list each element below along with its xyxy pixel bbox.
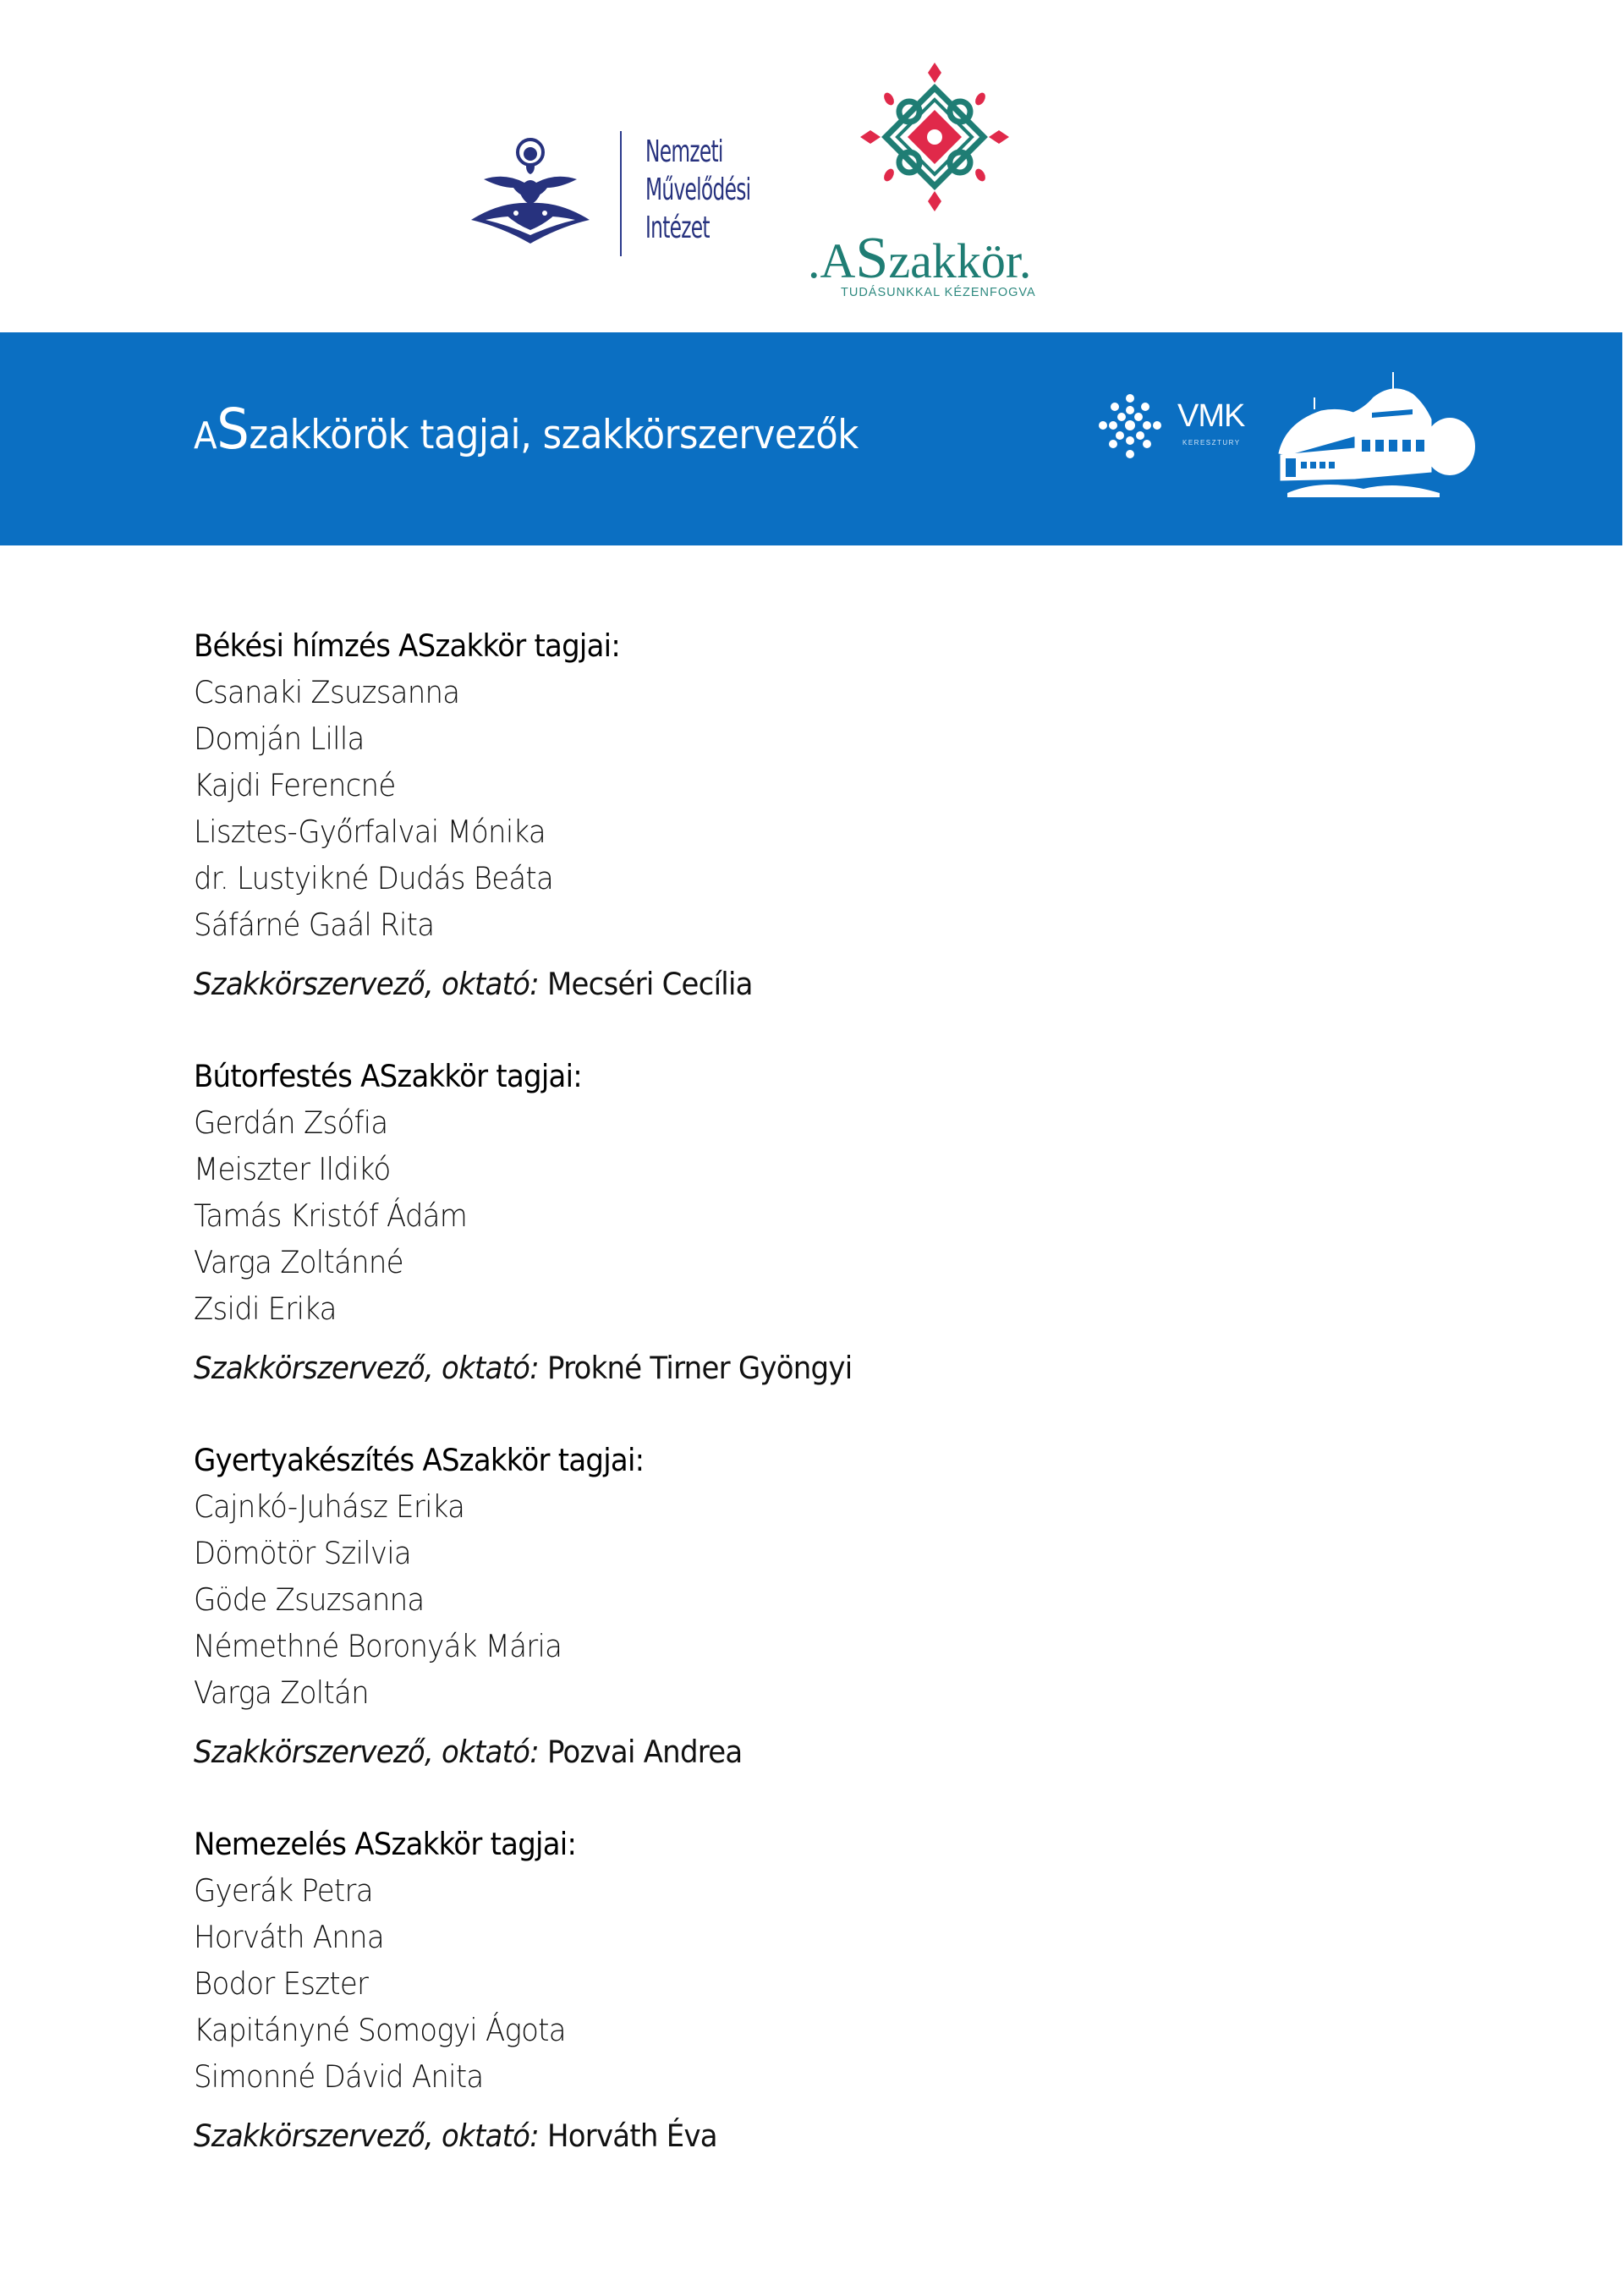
member-name: Zsidi Erika	[194, 1290, 337, 1327]
section-nemezeles	[194, 1821, 1462, 2159]
member-name: Cajnkó-Juhász Erika	[194, 1488, 465, 1525]
aszakkor-rest: zakkör.	[888, 233, 1032, 288]
member-name: Csanaki Zsuzsanna	[194, 674, 460, 710]
member-name: Domján Lilla	[194, 721, 365, 757]
section-heading: Bútorfestés ASzakkör tagjai:	[194, 1058, 582, 1094]
nmi-line-3: Intézet	[645, 211, 710, 245]
organizer-line	[194, 961, 1374, 1007]
member-name: Lisztes-Győrfalvai Mónika	[194, 814, 546, 850]
title-big-letter: S	[217, 397, 250, 462]
organizer-label: Szakkörszervező, oktató:	[194, 2118, 539, 2154]
aszakkor-wordmark	[808, 226, 1032, 291]
organizer-label: Szakkörszervező, oktató:	[194, 966, 539, 1002]
organizer-line	[194, 1729, 1374, 1775]
section-heading: Gyertyakészítés ASzakkör tagjai:	[194, 1442, 645, 1478]
section-bekesi-himzes	[194, 622, 1462, 1007]
organizer-name: Mecséri Cecília	[546, 966, 753, 1002]
member-name: Horváth Anna	[194, 1919, 384, 1955]
section-butorfestes	[194, 1053, 1462, 1391]
vmk-wordmark: VMK	[1177, 398, 1245, 434]
page-title	[194, 397, 859, 466]
title-prefix: A	[194, 414, 217, 458]
section-heading: Békési hímzés ASzakkör tagjai:	[194, 627, 621, 664]
organizer-name: Horváth Éva	[546, 2118, 717, 2154]
member-name: Kajdi Ferencné	[194, 767, 396, 803]
member-name: dr. Lustyikné Dudás Beáta	[194, 860, 554, 896]
member-name: Simonné Dávid Anita	[194, 2058, 484, 2095]
title-banner	[0, 332, 1622, 545]
member-name: Gerdán Zsófia	[194, 1104, 388, 1141]
vmk-subtitle: KERESZTURY	[1182, 439, 1241, 447]
aszakkor-big-letter: S	[855, 226, 889, 291]
nmi-emblem-icon	[467, 135, 594, 245]
title-rest: zakkörök tagjai, szakkörszervezők	[249, 412, 859, 458]
member-lists	[194, 622, 1462, 2205]
aszakkor-emblem-icon	[859, 61, 1011, 213]
logo-divider	[620, 131, 622, 256]
organizer-name: Prokné Tirner Gyöngyi	[546, 1350, 853, 1386]
aszakkor-prefix: .A	[808, 233, 856, 288]
member-name: Meiszter Ildikó	[194, 1151, 391, 1187]
member-name: Gyerák Petra	[194, 1872, 373, 1909]
section-gyertyakeszites	[194, 1437, 1462, 1775]
member-name: Dömötör Szilvia	[194, 1535, 411, 1571]
member-name: Kapitányné Somogyi Ágota	[194, 2012, 566, 2048]
house-illustration-icon	[1270, 370, 1482, 501]
section-heading: Nemezelés ASzakkör tagjai:	[194, 1826, 577, 1862]
member-name: Varga Zoltán	[194, 1674, 369, 1711]
nmi-line-1: Nemzeti	[645, 134, 723, 169]
organizer-line	[194, 2112, 1374, 2159]
organizer-line	[194, 1345, 1374, 1391]
aszakkor-tagline: TUDÁSUNKKAL KÉZENFOGVA	[841, 286, 1036, 299]
member-name: Tamás Kristóf Ádám	[194, 1197, 468, 1234]
organizer-name: Pozvai Andrea	[546, 1734, 743, 1770]
nmi-line-2: Művelődési	[645, 173, 751, 207]
nmi-wordmark	[645, 133, 750, 247]
organizer-label: Szakkörszervező, oktató:	[194, 1734, 539, 1770]
member-name: Bodor Eszter	[194, 1965, 369, 2002]
member-name: Göde Zsuzsanna	[194, 1581, 425, 1618]
vmk-dots-icon	[1096, 383, 1181, 468]
member-name: Sáfárné Gaál Rita	[194, 907, 435, 943]
organizer-label: Szakkörszervező, oktató:	[194, 1350, 539, 1386]
member-name: Varga Zoltánné	[194, 1244, 403, 1280]
header-logos	[0, 0, 1624, 332]
member-name: Némethné Boronyák Mária	[194, 1628, 562, 1664]
